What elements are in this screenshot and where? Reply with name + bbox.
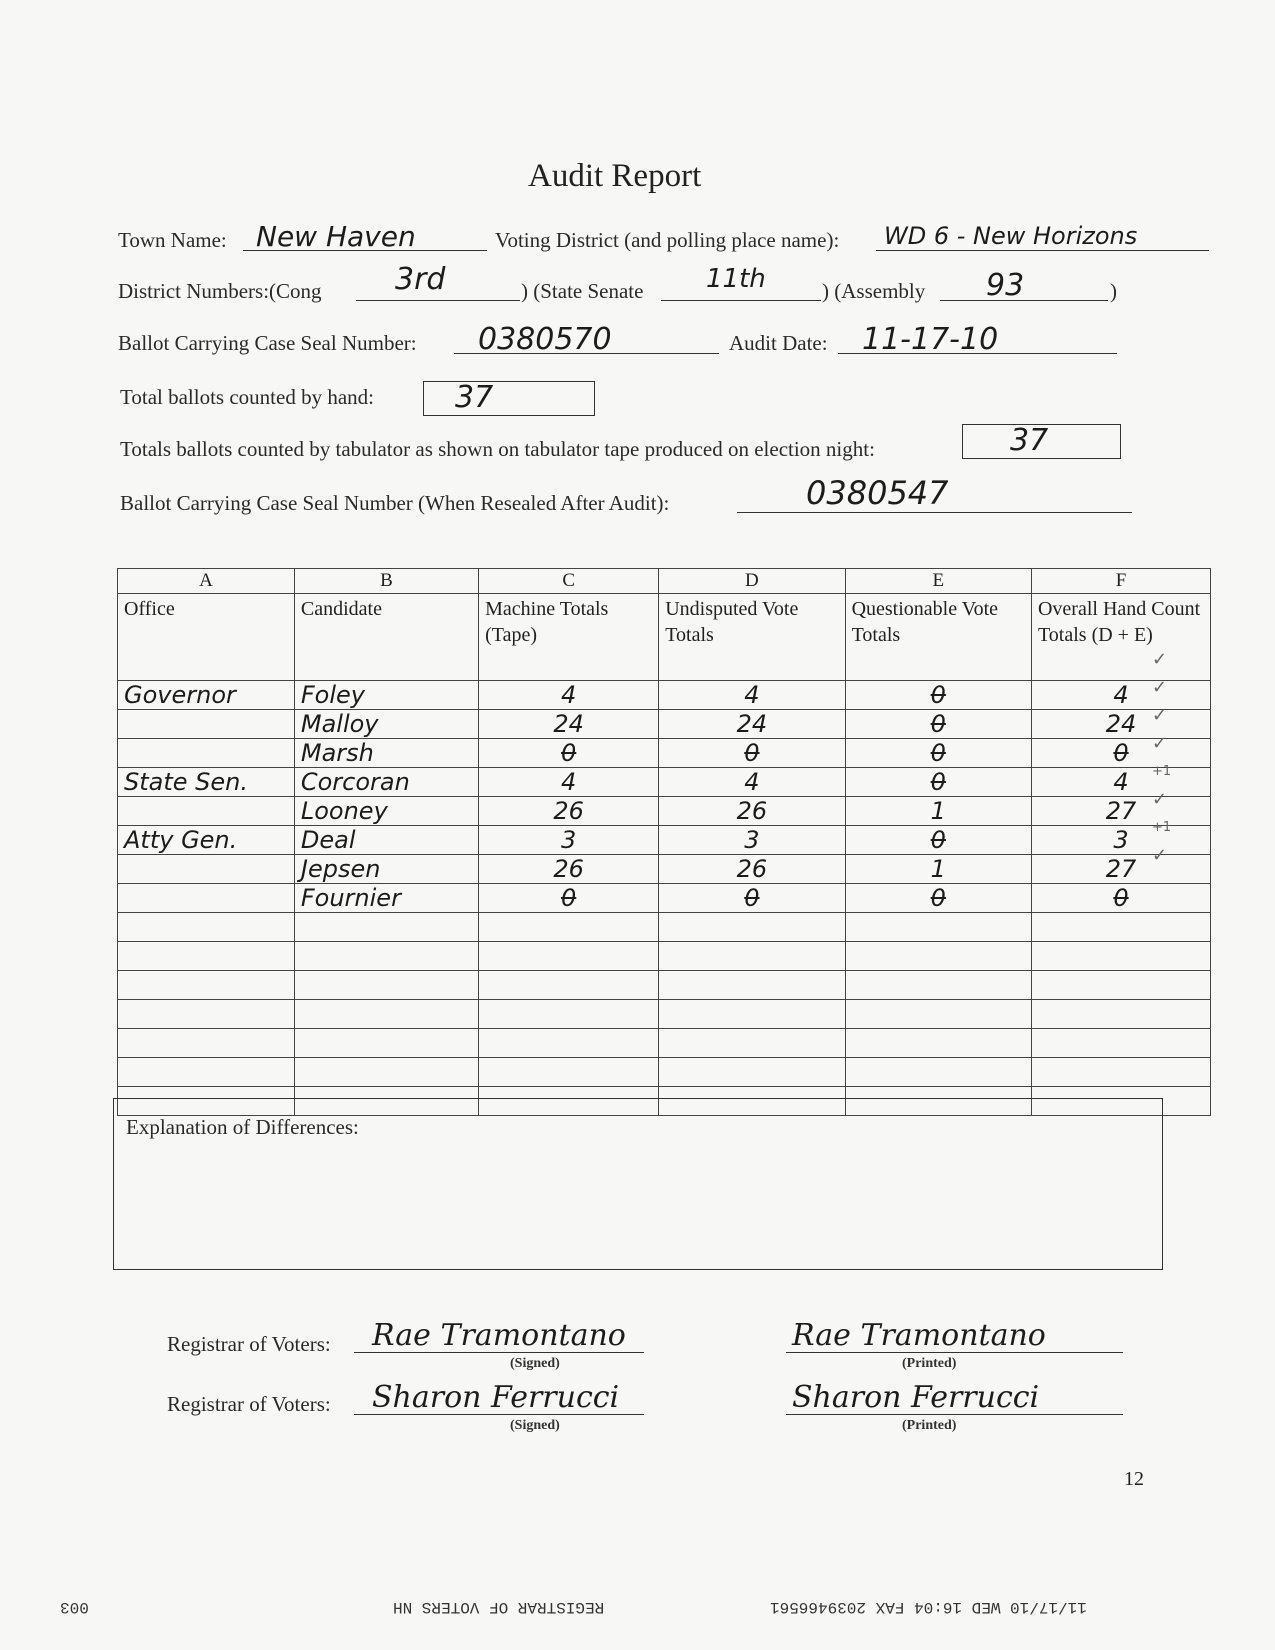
office-cell [118,710,295,739]
blank-cell [479,1029,659,1058]
blank-cell [659,913,845,942]
table-row [118,768,1211,797]
table-row-blank [118,1029,1211,1058]
printed-caption: (Printed) [902,1356,957,1371]
blank-cell [118,1000,295,1029]
blank-cell [1031,971,1210,1000]
check-mark-icon: ✓ [1152,733,1168,754]
plus-one-annotation: +1 [1152,820,1172,835]
column-header-row [118,594,1211,681]
audit-date-label: Audit Date: [729,331,828,355]
machine-total-cell: 26 [479,855,659,884]
office-cell: State Sen. [118,768,295,797]
district-numbers-label: District Numbers:(Cong [118,279,322,303]
candidate-cell: Malloy [294,710,478,739]
district-value: WD 6 - New Horizons [884,222,1138,250]
undisputed-total-cell: 26 [659,797,845,826]
machine-total-cell: 0 [479,739,659,768]
candidate-cell: Fournier [294,884,478,913]
machine-total-cell: 26 [479,797,659,826]
candidate-cell: Marsh [294,739,478,768]
blank-cell [1031,1029,1210,1058]
blank-cell [659,1000,845,1029]
blank-cell [845,942,1031,971]
candidate-cell: Jepsen [294,855,478,884]
blank-cell [845,913,1031,942]
state-senate-value: 11th [706,264,766,294]
column-letter: D [659,569,845,594]
column-letter: B [294,569,478,594]
registrar-label: Registrar of Voters: [167,1332,331,1356]
page-number: 12 [1124,1468,1144,1490]
signed-caption: (Signed) [510,1356,560,1371]
hand-count-label: Total ballots counted by hand: [120,385,374,409]
questionable-total-cell: 0 [845,739,1031,768]
registrar-signed-signature: Rae Tramontano [372,1318,626,1353]
table-row [118,826,1211,855]
blank-cell [479,913,659,942]
blank-cell [294,1000,478,1029]
table-row-blank [118,1058,1211,1087]
blank-cell [1031,913,1210,942]
explanation-label: Explanation of Differences: [126,1115,359,1139]
table-row-blank [118,971,1211,1000]
candidate-cell: Looney [294,797,478,826]
registrar-printed-name: Sharon Ferrucci [792,1380,1040,1415]
hand-count-total-cell: 3 [1031,826,1210,855]
column-letter: F [1031,569,1210,594]
fax-footer-center: REGISTRAR OF VOTERS NH [393,1598,605,1616]
column-header: Undisputed Vote Totals [659,594,845,681]
questionable-total-cell: 1 [845,855,1031,884]
registrar-signed-signature: Sharon Ferrucci [372,1380,620,1415]
blank-cell [845,1029,1031,1058]
table-row [118,681,1211,710]
printed-caption: (Printed) [902,1418,957,1433]
machine-total-cell: 4 [479,768,659,797]
blank-cell [659,1029,845,1058]
undisputed-total-cell: 4 [659,768,845,797]
hand-count-total-cell: 0 [1031,739,1210,768]
blank-cell [845,1058,1031,1087]
office-cell [118,884,295,913]
column-header: Machine Totals (Tape) [479,594,659,681]
tabulator-value: 37 [1010,423,1049,458]
blank-cell [659,942,845,971]
blank-cell [294,942,478,971]
fax-footer-right: 003 [60,1598,89,1616]
machine-total-cell: 4 [479,681,659,710]
column-letter: E [845,569,1031,594]
blank-cell [845,1000,1031,1029]
blank-cell [294,971,478,1000]
questionable-total-cell: 1 [845,797,1031,826]
table-row-blank [118,942,1211,971]
machine-total-cell: 24 [479,710,659,739]
questionable-total-cell: 0 [845,826,1031,855]
check-mark-icon: ✓ [1152,649,1168,670]
seal-label: Ballot Carrying Case Seal Number: [118,331,417,355]
plus-one-annotation: +1 [1152,764,1172,779]
undisputed-total-cell: 4 [659,681,845,710]
table-row-blank [118,1000,1211,1029]
blank-cell [479,971,659,1000]
machine-total-cell: 3 [479,826,659,855]
undisputed-total-cell: 0 [659,739,845,768]
office-cell: Governor [118,681,295,710]
blank-cell [659,1058,845,1087]
candidate-cell: Deal [294,826,478,855]
page-title: Audit Report [528,158,702,194]
blank-cell [479,942,659,971]
column-header: Overall Hand Count Totals (D + E) [1031,594,1210,681]
check-mark-icon: ✓ [1152,705,1168,726]
blank-cell [294,1058,478,1087]
fax-footer-left: 11/17/10 WED 16:04 FAX 2039466561 [770,1598,1087,1616]
questionable-total-cell: 0 [845,710,1031,739]
blank-cell [1031,1058,1210,1087]
state-senate-label: ) (State Senate [521,279,644,303]
column-letter: C [479,569,659,594]
table-row [118,884,1211,913]
reseal-label: Ballot Carrying Case Seal Number (When Resealed After Audit): [120,491,670,515]
blank-cell [294,913,478,942]
blank-cell [659,971,845,1000]
blank-cell [1031,942,1210,971]
assembly-value: 93 [986,268,1025,303]
table-row-blank [118,913,1211,942]
blank-cell [118,971,295,1000]
undisputed-total-cell: 26 [659,855,845,884]
column-header: Questionable Vote Totals [845,594,1031,681]
assembly-label: ) (Assembly [822,279,926,303]
cong-value: 3rd [395,262,446,297]
hand-count-value: 37 [455,380,494,415]
hand-count-total-cell: 4 [1031,768,1210,797]
office-cell [118,797,295,826]
office-cell [118,739,295,768]
questionable-total-cell: 0 [845,884,1031,913]
blank-cell [1031,1000,1210,1029]
blank-cell [118,942,295,971]
hand-count-total-cell: 24 [1031,710,1210,739]
audit-date-value: 11-17-10 [862,322,999,357]
blank-cell [845,971,1031,1000]
registrar-printed-name: Rae Tramontano [792,1318,1046,1353]
hand-count-total-cell: 4 [1031,681,1210,710]
blank-cell [479,1000,659,1029]
table-row [118,710,1211,739]
blank-cell [118,1058,295,1087]
audit-table [117,568,1211,1116]
column-letter: A [118,569,295,594]
district-label: Voting District (and polling place name): [495,228,840,252]
town-label: Town Name: [118,228,227,252]
column-letters-row [118,569,1211,594]
hand-count-total-cell: 0 [1031,884,1210,913]
candidate-cell: Corcoran [294,768,478,797]
questionable-total-cell: 0 [845,681,1031,710]
candidate-cell: Foley [294,681,478,710]
hand-count-total-cell: 27 [1031,797,1210,826]
office-cell: Atty Gen. [118,826,295,855]
blank-cell [294,1029,478,1058]
undisputed-total-cell: 24 [659,710,845,739]
table-row [118,797,1211,826]
check-marks-column [1152,646,1192,870]
check-mark-icon: ✓ [1152,845,1168,866]
column-header: Office [118,594,295,681]
blank-cell [118,913,295,942]
seal-value: 0380570 [478,322,612,357]
registrar-label: Registrar of Voters: [167,1392,331,1416]
questionable-total-cell: 0 [845,768,1031,797]
blank-cell [479,1058,659,1087]
undisputed-total-cell: 3 [659,826,845,855]
check-mark-icon: ✓ [1152,789,1168,810]
column-header: Candidate [294,594,478,681]
machine-total-cell: 0 [479,884,659,913]
undisputed-total-cell: 0 [659,884,845,913]
table-row [118,855,1211,884]
signed-caption: (Signed) [510,1418,560,1433]
check-mark-icon: ✓ [1152,677,1168,698]
assembly-close: ) [1110,279,1117,303]
office-cell [118,855,295,884]
tabulator-label: Totals ballots counted by tabulator as shown on tabulator tape produced on election night: [120,437,875,461]
blank-cell [118,1029,295,1058]
reseal-value: 0380547 [806,474,949,512]
hand-count-total-cell: 27 [1031,855,1210,884]
town-value: New Haven [256,220,416,253]
table-row [118,739,1211,768]
